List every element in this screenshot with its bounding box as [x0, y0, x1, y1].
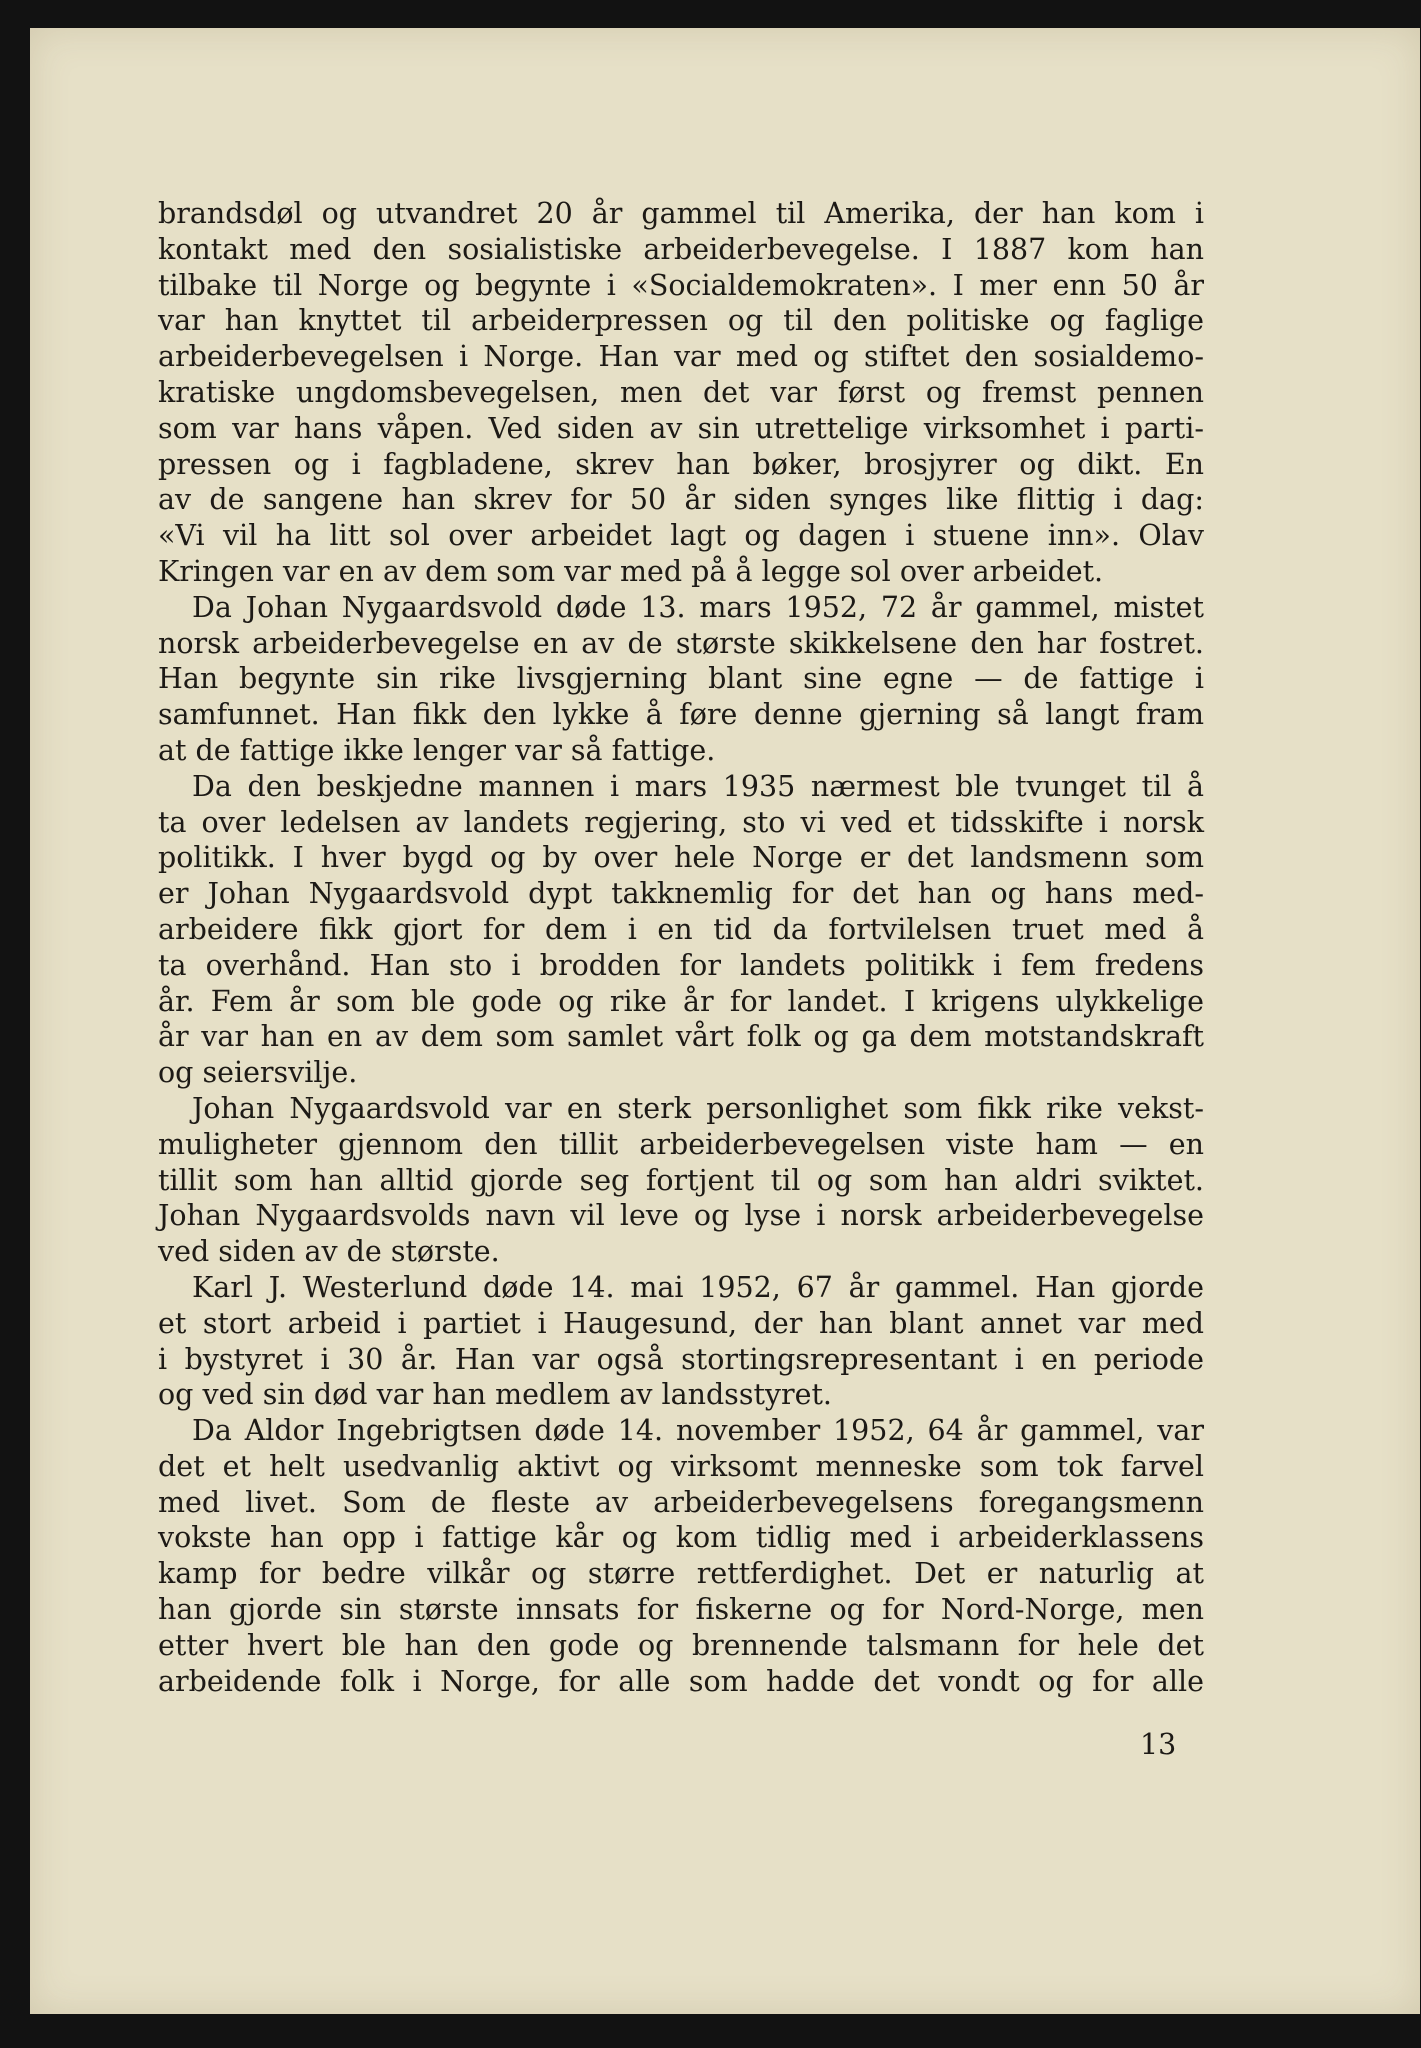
text-line: av de sangene han skrev for 50 år siden synges like flittig i dag:	[158, 483, 1204, 517]
text-line: Kringen var en av dem som var med på å legge sol over arbeidet.	[158, 554, 1104, 588]
text-line: Han begynte sin rike livsgjerning blant sine egne — de fattige i	[158, 662, 1204, 696]
text-line: samfunnet. Han fikk den lykke å føre denne gjerning så langt fram	[158, 698, 1204, 732]
text-line: år. Fem år som ble gode og rike år for landet. I krigens ulykkelige	[158, 984, 1204, 1018]
text-line: han gjorde sin største innsats for fiskerne og for Nord-Norge, men	[158, 1593, 1204, 1627]
text-line: kratiske ungdomsbevegelsen, men det var først og fremst pennen	[158, 375, 1204, 409]
text-line: arbeidere fikk gjort for dem i en tid da fortvilelsen truet med å	[158, 912, 1204, 946]
text-line: og seiersvilje.	[158, 1056, 358, 1090]
text-line: arbeiderbevegelsen i Norge. Han var med og stiftet den sosialdemo-	[158, 340, 1204, 374]
text-line: pressen og i fagbladene, skrev han bøker, brosjyrer og dikt. En	[158, 447, 1204, 481]
body-text	[158, 196, 1204, 1699]
text-line: er Johan Nygaardsvold dypt takknemlig for det han og hans med-	[158, 877, 1204, 911]
text-line: Karl J. Westerlund døde 14. mai 1952, 67 år gammel. Han gjorde	[192, 1270, 1204, 1304]
text-line: i bystyret i 30 år. Han var også stortingsrepresentant i en periode	[158, 1342, 1204, 1376]
text-line: det et helt usedvanlig aktivt og virksomt menneske som tok farvel	[158, 1449, 1204, 1483]
text-line: Da Aldor Ingebrigtsen døde 14. november 1952, 64 år gammel, var	[192, 1414, 1204, 1448]
page-number: 13	[1140, 1728, 1177, 1761]
text-line: at de fattige ikke lenger var så fattige.	[158, 733, 716, 767]
text-line: tilbake til Norge og begynte i «Socialdemokraten». I mer enn 50 år	[158, 268, 1204, 302]
text-line: kontakt med den sosialistiske arbeiderbevegelse. I 1887 kom han	[158, 232, 1204, 266]
text-line: Johan Nygaardsvolds navn vil leve og lyse i norsk arbeiderbevegelse	[158, 1199, 1204, 1233]
text-line: Da Johan Nygaardsvold døde 13. mars 1952, 72 år gammel, mistet	[192, 590, 1204, 624]
text-line: som var hans våpen. Ved siden av sin utrettelige virksomhet i parti-	[158, 411, 1204, 445]
text-line: år var han en av dem som samlet vårt folk og ga dem motstandskraft	[158, 1020, 1204, 1054]
text-line: ta overhånd. Han sto i brodden for landets politikk i fem fredens	[158, 948, 1204, 982]
text-line: ved siden av de største.	[158, 1235, 500, 1269]
text-line: med livet. Som de fleste av arbeiderbevegelsens foregangsmenn	[158, 1485, 1204, 1519]
text-line: norsk arbeiderbevegelse en av de største skikkelsene den har fostret.	[158, 626, 1204, 660]
text-line: kamp for bedre vilkår og større rettferdighet. Det er naturlig at	[158, 1557, 1204, 1591]
text-line: et stort arbeid i partiet i Haugesund, der han blant annet var med	[158, 1306, 1204, 1340]
text-line: tillit som han alltid gjorde seg fortjent til og som han aldri sviktet.	[158, 1163, 1204, 1197]
text-line: Johan Nygaardsvold var en sterk personlighet som fikk rike vekst-	[192, 1091, 1204, 1125]
text-line: og ved sin død var han medlem av landsstyret.	[158, 1378, 832, 1412]
paragraph	[158, 1270, 1204, 1413]
text-line: brandsdøl og utvandret 20 år gammel til Amerika, der han kom i	[158, 197, 1204, 230]
paragraph	[158, 196, 1204, 590]
text-line: muligheter gjennom den tillit arbeiderbevegelsen viste ham — en	[158, 1127, 1204, 1161]
book-page	[30, 28, 1420, 2014]
text-line: Da den beskjedne mannen i mars 1935 nærmest ble tvunget til å	[192, 769, 1204, 803]
text-line: politikk. I hver bygd og by over hele Norge er det landsmenn som	[158, 841, 1204, 875]
text-line: ta over ledelsen av landets regjering, sto vi ved et tidsskifte i norsk	[158, 805, 1204, 839]
paragraph	[158, 1091, 1204, 1270]
paragraph	[158, 590, 1204, 769]
text-line: arbeidende folk i Norge, for alle som hadde det vondt og for alle	[158, 1664, 1204, 1698]
text-line: etter hvert ble han den gode og brennende talsmann for hele det	[158, 1628, 1204, 1662]
text-line: vokste han opp i fattige kår og kom tidlig med i arbeiderklassens	[158, 1521, 1204, 1555]
text-line: var han knyttet til arbeiderpressen og til den politiske og faglige	[158, 304, 1204, 338]
paragraph	[158, 1413, 1204, 1699]
text-line: «Vi vil ha litt sol over arbeidet lagt og dagen i stuene inn». Olav	[158, 519, 1204, 553]
paragraph	[158, 769, 1204, 1091]
